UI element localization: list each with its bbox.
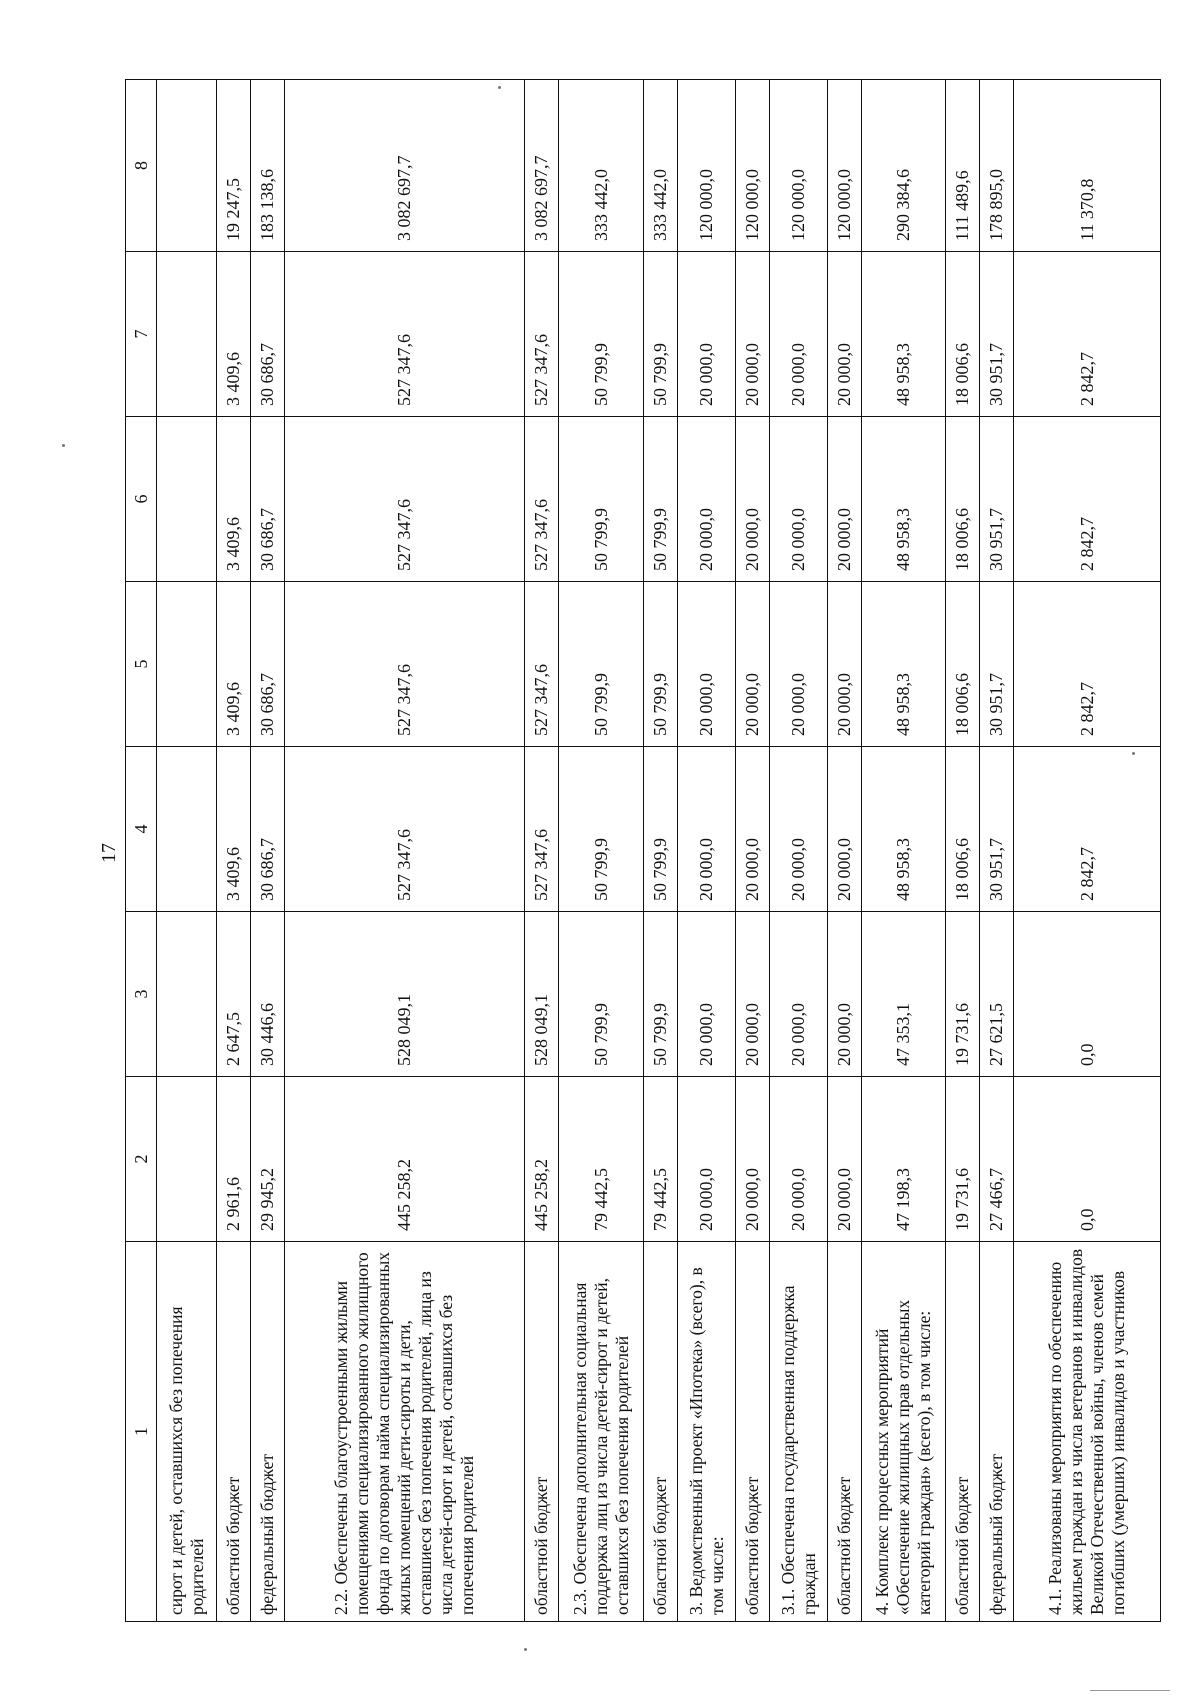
value-cell: 19 731,6: [946, 1077, 980, 1242]
value-cell: 30 686,7: [251, 417, 285, 582]
value-cell: 20 000,0: [678, 912, 736, 1077]
value-cell: 20 000,0: [770, 912, 828, 1077]
value-cell: 120 000,0: [678, 80, 736, 252]
row-label: федеральный бюджет: [251, 1242, 285, 1622]
budget-table: [125, 79, 1161, 1622]
value-cell: 0,0: [1014, 1077, 1161, 1242]
value-cell: 20 000,0: [736, 747, 770, 912]
value-cell: 20 000,0: [770, 747, 828, 912]
rotated-table-container: [125, 80, 1128, 1622]
value-cell: 3 409,6: [217, 582, 251, 747]
value-cell: 528 049,1: [285, 912, 525, 1077]
value-cell: 527 347,6: [525, 582, 559, 747]
value-cell: 30 951,7: [980, 417, 1014, 582]
value-cell: 178 895,0: [980, 80, 1014, 252]
value-cell: [157, 80, 217, 252]
scan-speck: [498, 86, 501, 89]
table-row: [736, 80, 770, 1622]
value-cell: 527 347,6: [285, 747, 525, 912]
value-cell: 30 951,7: [980, 582, 1014, 747]
value-cell: [157, 1077, 217, 1242]
value-cell: 18 006,6: [946, 417, 980, 582]
value-cell: 445 258,2: [525, 1077, 559, 1242]
scan-speck: [524, 1648, 527, 1651]
value-cell: 20 000,0: [736, 417, 770, 582]
value-cell: 3 409,6: [217, 417, 251, 582]
table-row: [525, 80, 559, 1622]
value-cell: 20 000,0: [828, 417, 862, 582]
value-cell: 2 961,6: [217, 1077, 251, 1242]
row-label: областной бюджет: [525, 1242, 559, 1622]
page-number: 17: [98, 843, 120, 863]
row-label: 2.3. Обеспечена дополнительная социальная поддержка лиц из числа детей-сирот и детей, оставшихся без попечения родителей: [559, 1242, 644, 1622]
value-cell: 333 442,0: [644, 80, 678, 252]
value-cell: 2 842,7: [1014, 582, 1161, 747]
value-cell: 2 647,5: [217, 912, 251, 1077]
value-cell: 20 000,0: [678, 747, 736, 912]
column-header: 4: [126, 747, 157, 912]
value-cell: 50 799,9: [559, 252, 644, 417]
table-row: [644, 80, 678, 1622]
value-cell: 27 621,5: [980, 912, 1014, 1077]
table-row: [251, 80, 285, 1622]
value-cell: 120 000,0: [736, 80, 770, 252]
value-cell: 27 466,7: [980, 1077, 1014, 1242]
scan-edge-line: [1090, 1690, 1170, 1691]
value-cell: 48 958,3: [862, 252, 946, 417]
table-row: [285, 80, 525, 1622]
value-cell: 47 353,1: [862, 912, 946, 1077]
scan-speck: [1132, 752, 1135, 755]
row-label: областной бюджет: [217, 1242, 251, 1622]
column-header: 8: [126, 80, 157, 252]
value-cell: 20 000,0: [678, 582, 736, 747]
value-cell: 48 958,3: [862, 417, 946, 582]
value-cell: 527 347,6: [285, 252, 525, 417]
table-row: [157, 80, 217, 1622]
scan-speck: [62, 444, 65, 447]
value-cell: 3 082 697,7: [525, 80, 559, 252]
value-cell: 30 951,7: [980, 252, 1014, 417]
value-cell: 333 442,0: [559, 80, 644, 252]
column-header: 6: [126, 417, 157, 582]
value-cell: 50 799,9: [644, 252, 678, 417]
column-header: 2: [126, 1077, 157, 1242]
value-cell: 50 799,9: [644, 582, 678, 747]
value-cell: 111 489,6: [946, 80, 980, 252]
column-header: 3: [126, 912, 157, 1077]
value-cell: 50 799,9: [559, 747, 644, 912]
value-cell: 30 686,7: [251, 747, 285, 912]
row-label: областной бюджет: [946, 1242, 980, 1622]
value-cell: [157, 252, 217, 417]
value-cell: 20 000,0: [828, 1077, 862, 1242]
value-cell: 183 138,6: [251, 80, 285, 252]
value-cell: 3 409,6: [217, 252, 251, 417]
value-cell: 20 000,0: [736, 912, 770, 1077]
row-label: 3.1. Обеспечена государственная поддержка граждан: [770, 1242, 828, 1622]
value-cell: 18 006,6: [946, 747, 980, 912]
value-cell: 527 347,6: [285, 417, 525, 582]
value-cell: 20 000,0: [828, 582, 862, 747]
value-cell: 30 686,7: [251, 252, 285, 417]
column-header: 1: [126, 1242, 157, 1622]
value-cell: [157, 417, 217, 582]
value-cell: 0,0: [1014, 912, 1161, 1077]
value-cell: 50 799,9: [644, 417, 678, 582]
value-cell: 30 951,7: [980, 747, 1014, 912]
value-cell: 20 000,0: [770, 582, 828, 747]
value-cell: 19 247,5: [217, 80, 251, 252]
value-cell: 527 347,6: [285, 582, 525, 747]
table-row: [1014, 80, 1161, 1622]
row-label: сирот и детей, оставшихся без попечения родителей: [157, 1242, 217, 1622]
row-label: областной бюджет: [828, 1242, 862, 1622]
value-cell: 528 049,1: [525, 912, 559, 1077]
value-cell: 2 842,7: [1014, 252, 1161, 417]
row-label: 4. Комплекс процессных мероприятий «Обеспечение жилищных прав отдельных категорий граждан» (всего), в том числе:: [862, 1242, 946, 1622]
value-cell: 50 799,9: [559, 417, 644, 582]
table-row: [980, 80, 1014, 1622]
value-cell: [157, 582, 217, 747]
table-row: [559, 80, 644, 1622]
row-label: областной бюджет: [644, 1242, 678, 1622]
table-header-row: [126, 80, 157, 1622]
value-cell: 20 000,0: [736, 1077, 770, 1242]
value-cell: 20 000,0: [736, 582, 770, 747]
value-cell: 20 000,0: [770, 1077, 828, 1242]
value-cell: 11 370,8: [1014, 80, 1161, 252]
row-label: 4.1. Реализованы мероприятия по обеспечению жильем граждан из числа ветеранов и инвалидов Великой Отечественной войны, членов семей погибших (умерших) инвалидов и участников: [1014, 1242, 1161, 1622]
value-cell: 120 000,0: [828, 80, 862, 252]
value-cell: 20 000,0: [828, 252, 862, 417]
value-cell: 29 945,2: [251, 1077, 285, 1242]
value-cell: 120 000,0: [770, 80, 828, 252]
value-cell: 20 000,0: [828, 747, 862, 912]
value-cell: 18 006,6: [946, 582, 980, 747]
value-cell: 527 347,6: [525, 252, 559, 417]
table-row: [828, 80, 862, 1622]
value-cell: 50 799,9: [644, 747, 678, 912]
value-cell: 20 000,0: [770, 417, 828, 582]
value-cell: 19 731,6: [946, 912, 980, 1077]
value-cell: 48 958,3: [862, 747, 946, 912]
table-row: [770, 80, 828, 1622]
value-cell: 2 842,7: [1014, 417, 1161, 582]
value-cell: [157, 747, 217, 912]
value-cell: 290 384,6: [862, 80, 946, 252]
value-cell: 20 000,0: [828, 912, 862, 1077]
table-row: [217, 80, 251, 1622]
value-cell: 79 442,5: [644, 1077, 678, 1242]
value-cell: 20 000,0: [678, 252, 736, 417]
table-row: [946, 80, 980, 1622]
value-cell: 30 446,6: [251, 912, 285, 1077]
value-cell: 2 842,7: [1014, 747, 1161, 912]
row-label: 3. Ведомственный проект «Ипотека» (всего), в том числе:: [678, 1242, 736, 1622]
value-cell: 20 000,0: [678, 1077, 736, 1242]
value-cell: 527 347,6: [525, 747, 559, 912]
value-cell: 47 198,3: [862, 1077, 946, 1242]
value-cell: 50 799,9: [559, 912, 644, 1077]
value-cell: 3 082 697,7: [285, 80, 525, 252]
value-cell: [157, 912, 217, 1077]
value-cell: 50 799,9: [644, 912, 678, 1077]
row-label: 2.2. Обеспечены благоустроенными жилыми помещениями специализированного жилищного фонда по договорам найма специализированных жилых помещений дети-сироты и дети, оставшиеся без попечения родителей, лица из числа детей-сирот и детей, оставшихся без попечения родителей: [285, 1242, 525, 1622]
value-cell: 20 000,0: [678, 417, 736, 582]
value-cell: 48 958,3: [862, 582, 946, 747]
column-header: 7: [126, 252, 157, 417]
value-cell: 30 686,7: [251, 582, 285, 747]
table-row: [678, 80, 736, 1622]
value-cell: 20 000,0: [770, 252, 828, 417]
row-label: областной бюджет: [736, 1242, 770, 1622]
column-header: 5: [126, 582, 157, 747]
table-row: [862, 80, 946, 1622]
value-cell: 79 442,5: [559, 1077, 644, 1242]
row-label: федеральный бюджет: [980, 1242, 1014, 1622]
value-cell: 20 000,0: [736, 252, 770, 417]
value-cell: 50 799,9: [559, 582, 644, 747]
value-cell: 3 409,6: [217, 747, 251, 912]
value-cell: 527 347,6: [525, 417, 559, 582]
value-cell: 445 258,2: [285, 1077, 525, 1242]
value-cell: 18 006,6: [946, 252, 980, 417]
